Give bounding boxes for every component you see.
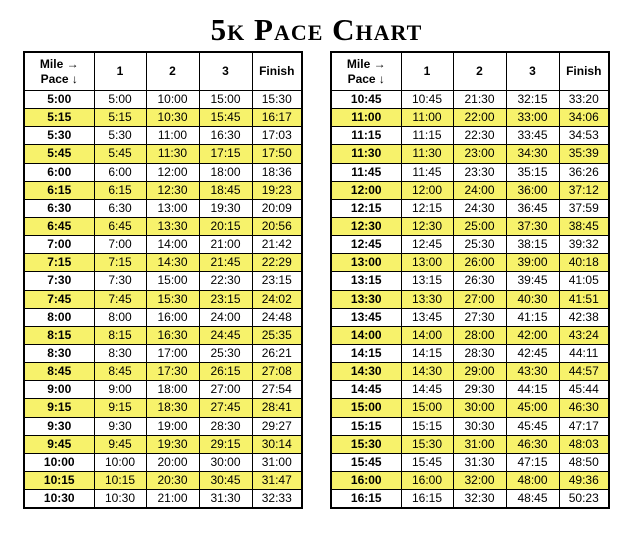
mile-2-cell: 13:00 <box>146 199 199 217</box>
pace-cell: 14:30 <box>331 363 401 381</box>
pace-cell: 10:15 <box>24 471 94 489</box>
pace-cell: 5:45 <box>24 145 94 163</box>
header-mile-2: 2 <box>146 52 199 91</box>
finish-cell: 17:50 <box>252 145 302 163</box>
mile-3-cell: 15:00 <box>199 91 252 109</box>
mile-2-cell: 22:00 <box>453 109 506 127</box>
mile-2-cell: 29:30 <box>453 381 506 399</box>
mile-1-cell: 12:00 <box>401 181 453 199</box>
finish-cell: 37:12 <box>559 181 609 199</box>
mile-3-cell: 42:45 <box>506 344 559 362</box>
table-row <box>24 381 302 399</box>
finish-cell: 20:09 <box>252 199 302 217</box>
mile-3-cell: 24:00 <box>199 308 252 326</box>
mile-2-cell: 27:30 <box>453 308 506 326</box>
mile-2-cell: 30:00 <box>453 399 506 417</box>
finish-cell: 38:45 <box>559 217 609 235</box>
finish-cell: 41:05 <box>559 272 609 290</box>
finish-cell: 33:20 <box>559 91 609 109</box>
mile-3-cell: 30:45 <box>199 471 252 489</box>
pace-cell: 13:00 <box>331 254 401 272</box>
table-row <box>24 217 302 235</box>
pace-table-right <box>330 51 610 509</box>
pace-cell: 8:45 <box>24 363 94 381</box>
mile-2-cell: 21:00 <box>146 490 199 509</box>
mile-2-cell: 26:30 <box>453 272 506 290</box>
finish-cell: 40:18 <box>559 254 609 272</box>
finish-cell: 16:17 <box>252 109 302 127</box>
mile-3-cell: 39:00 <box>506 254 559 272</box>
mile-2-cell: 23:30 <box>453 163 506 181</box>
mile-2-cell: 27:00 <box>453 290 506 308</box>
pace-cell: 6:00 <box>24 163 94 181</box>
mile-1-cell: 5:00 <box>94 91 146 109</box>
mile-1-cell: 7:30 <box>94 272 146 290</box>
table-row <box>331 417 609 435</box>
finish-cell: 24:02 <box>252 290 302 308</box>
mile-3-cell: 21:00 <box>199 236 252 254</box>
mile-1-cell: 6:45 <box>94 217 146 235</box>
pace-cell: 16:15 <box>331 490 401 509</box>
mile-3-cell: 31:30 <box>199 490 252 509</box>
header-mile-label: Mile → <box>346 56 386 71</box>
pace-cell: 13:30 <box>331 290 401 308</box>
pace-cell: 10:45 <box>331 91 401 109</box>
mile-3-cell: 32:15 <box>506 91 559 109</box>
mile-3-cell: 28:30 <box>199 417 252 435</box>
pace-cell: 9:00 <box>24 381 94 399</box>
finish-cell: 50:23 <box>559 490 609 509</box>
table-row <box>24 236 302 254</box>
mile-3-cell: 26:15 <box>199 363 252 381</box>
pace-cell: 6:30 <box>24 199 94 217</box>
finish-cell: 15:30 <box>252 91 302 109</box>
mile-1-cell: 8:45 <box>94 363 146 381</box>
pace-cell: 12:30 <box>331 217 401 235</box>
table-row <box>24 254 302 272</box>
pace-cell: 9:15 <box>24 399 94 417</box>
mile-3-cell: 17:15 <box>199 145 252 163</box>
pace-cell: 8:00 <box>24 308 94 326</box>
finish-cell: 19:23 <box>252 181 302 199</box>
mile-2-cell: 28:00 <box>453 326 506 344</box>
table-row <box>24 91 302 109</box>
table-row <box>24 417 302 435</box>
pace-cell: 8:15 <box>24 326 94 344</box>
table-row <box>24 490 302 509</box>
pace-cell: 16:00 <box>331 471 401 489</box>
mile-3-cell: 48:45 <box>506 490 559 509</box>
table-row <box>331 254 609 272</box>
pace-cell: 7:15 <box>24 254 94 272</box>
mile-2-cell: 20:00 <box>146 453 199 471</box>
finish-cell: 43:24 <box>559 326 609 344</box>
mile-1-cell: 11:45 <box>401 163 453 181</box>
table-row <box>24 145 302 163</box>
header-pace-cell <box>24 52 94 91</box>
finish-cell: 39:32 <box>559 236 609 254</box>
table-row <box>331 127 609 145</box>
finish-cell: 46:30 <box>559 399 609 417</box>
mile-1-cell: 10:30 <box>94 490 146 509</box>
table-row <box>24 308 302 326</box>
mile-3-cell: 40:30 <box>506 290 559 308</box>
pace-cell: 5:30 <box>24 127 94 145</box>
mile-3-cell: 24:45 <box>199 326 252 344</box>
finish-cell: 37:59 <box>559 199 609 217</box>
pace-cell: 5:15 <box>24 109 94 127</box>
pace-cell: 7:00 <box>24 236 94 254</box>
finish-cell: 20:56 <box>252 217 302 235</box>
pace-cell: 14:45 <box>331 381 401 399</box>
mile-2-cell: 12:30 <box>146 181 199 199</box>
table-row <box>24 399 302 417</box>
table-row <box>24 272 302 290</box>
finish-cell: 22:29 <box>252 254 302 272</box>
mile-3-cell: 38:15 <box>506 236 559 254</box>
mile-3-cell: 29:15 <box>199 435 252 453</box>
header-finish: Finish <box>252 52 302 91</box>
mile-3-cell: 18:45 <box>199 181 252 199</box>
mile-1-cell: 12:45 <box>401 236 453 254</box>
mile-1-cell: 6:30 <box>94 199 146 217</box>
mile-2-cell: 14:30 <box>146 254 199 272</box>
pace-cell: 12:45 <box>331 236 401 254</box>
mile-1-cell: 12:15 <box>401 199 453 217</box>
pace-cell: 14:15 <box>331 344 401 362</box>
mile-3-cell: 19:30 <box>199 199 252 217</box>
mile-1-cell: 12:30 <box>401 217 453 235</box>
pace-cell: 7:45 <box>24 290 94 308</box>
finish-cell: 48:50 <box>559 453 609 471</box>
finish-cell: 23:15 <box>252 272 302 290</box>
mile-2-cell: 23:00 <box>453 145 506 163</box>
mile-2-cell: 32:30 <box>453 490 506 509</box>
mile-2-cell: 17:00 <box>146 344 199 362</box>
mile-2-cell: 18:00 <box>146 381 199 399</box>
table-row <box>24 344 302 362</box>
table-row <box>331 471 609 489</box>
mile-1-cell: 8:15 <box>94 326 146 344</box>
mile-1-cell: 14:30 <box>401 363 453 381</box>
mile-1-cell: 9:15 <box>94 399 146 417</box>
pace-cell: 9:45 <box>24 435 94 453</box>
mile-3-cell: 23:15 <box>199 290 252 308</box>
table-row <box>24 435 302 453</box>
mile-3-cell: 45:00 <box>506 399 559 417</box>
mile-1-cell: 15:00 <box>401 399 453 417</box>
table-row <box>331 381 609 399</box>
pace-cell: 10:30 <box>24 490 94 509</box>
mile-2-cell: 19:30 <box>146 435 199 453</box>
mile-2-cell: 21:30 <box>453 91 506 109</box>
table-row <box>24 290 302 308</box>
table-row <box>331 326 609 344</box>
table-row <box>331 399 609 417</box>
mile-1-cell: 8:00 <box>94 308 146 326</box>
mile-1-cell: 9:00 <box>94 381 146 399</box>
pace-cell: 13:45 <box>331 308 401 326</box>
mile-1-cell: 10:00 <box>94 453 146 471</box>
mile-3-cell: 16:30 <box>199 127 252 145</box>
mile-1-cell: 13:00 <box>401 254 453 272</box>
table-row <box>24 109 302 127</box>
mile-2-cell: 12:00 <box>146 163 199 181</box>
mile-2-cell: 29:00 <box>453 363 506 381</box>
table-row <box>331 145 609 163</box>
mile-1-cell: 5:30 <box>94 127 146 145</box>
table-row <box>331 308 609 326</box>
finish-cell: 45:44 <box>559 381 609 399</box>
header-mile-3: 3 <box>199 52 252 91</box>
mile-3-cell: 42:00 <box>506 326 559 344</box>
mile-1-cell: 15:15 <box>401 417 453 435</box>
header-mile-2: 2 <box>453 52 506 91</box>
mile-1-cell: 11:00 <box>401 109 453 127</box>
pace-cell: 7:30 <box>24 272 94 290</box>
table-row <box>331 163 609 181</box>
finish-cell: 27:08 <box>252 363 302 381</box>
finish-cell: 34:53 <box>559 127 609 145</box>
finish-cell: 27:54 <box>252 381 302 399</box>
table-row <box>24 127 302 145</box>
header-pace-label: Pace ↓ <box>40 71 78 86</box>
mile-2-cell: 28:30 <box>453 344 506 362</box>
pace-cell: 11:15 <box>331 127 401 145</box>
mile-3-cell: 30:00 <box>199 453 252 471</box>
mile-3-cell: 48:00 <box>506 471 559 489</box>
mile-1-cell: 14:15 <box>401 344 453 362</box>
finish-cell: 35:39 <box>559 145 609 163</box>
mile-1-cell: 14:45 <box>401 381 453 399</box>
finish-cell: 24:48 <box>252 308 302 326</box>
mile-2-cell: 25:00 <box>453 217 506 235</box>
pace-table-left <box>23 51 303 509</box>
finish-cell: 26:21 <box>252 344 302 362</box>
pace-cell: 6:15 <box>24 181 94 199</box>
finish-cell: 21:42 <box>252 236 302 254</box>
mile-2-cell: 15:30 <box>146 290 199 308</box>
mile-2-cell: 19:00 <box>146 417 199 435</box>
mile-1-cell: 14:00 <box>401 326 453 344</box>
finish-cell: 28:41 <box>252 399 302 417</box>
mile-3-cell: 35:15 <box>506 163 559 181</box>
finish-cell: 36:26 <box>559 163 609 181</box>
mile-3-cell: 27:00 <box>199 381 252 399</box>
mile-3-cell: 20:15 <box>199 217 252 235</box>
pace-cell: 8:30 <box>24 344 94 362</box>
pace-cell: 15:15 <box>331 417 401 435</box>
mile-1-cell: 16:00 <box>401 471 453 489</box>
finish-cell: 41:51 <box>559 290 609 308</box>
table-row <box>24 363 302 381</box>
table-row <box>331 236 609 254</box>
mile-1-cell: 10:45 <box>401 91 453 109</box>
mile-2-cell: 26:00 <box>453 254 506 272</box>
mile-3-cell: 22:30 <box>199 272 252 290</box>
table-row <box>24 199 302 217</box>
mile-2-cell: 16:00 <box>146 308 199 326</box>
mile-1-cell: 9:30 <box>94 417 146 435</box>
finish-cell: 31:00 <box>252 453 302 471</box>
finish-cell: 25:35 <box>252 326 302 344</box>
mile-1-cell: 6:15 <box>94 181 146 199</box>
mile-3-cell: 37:30 <box>506 217 559 235</box>
finish-cell: 18:36 <box>252 163 302 181</box>
pace-cell: 9:30 <box>24 417 94 435</box>
mile-3-cell: 34:30 <box>506 145 559 163</box>
pace-cell: 12:15 <box>331 199 401 217</box>
pace-cell: 14:00 <box>331 326 401 344</box>
header-row <box>24 52 302 91</box>
finish-cell: 29:27 <box>252 417 302 435</box>
mile-1-cell: 8:30 <box>94 344 146 362</box>
pace-cell: 11:30 <box>331 145 401 163</box>
mile-1-cell: 7:00 <box>94 236 146 254</box>
table-row <box>24 326 302 344</box>
finish-cell: 44:57 <box>559 363 609 381</box>
finish-cell: 34:06 <box>559 109 609 127</box>
pace-cell: 12:00 <box>331 181 401 199</box>
mile-3-cell: 36:00 <box>506 181 559 199</box>
mile-3-cell: 43:30 <box>506 363 559 381</box>
page-title: 5k Pace Chart <box>210 12 423 47</box>
table-row <box>24 471 302 489</box>
mile-2-cell: 20:30 <box>146 471 199 489</box>
pace-cell: 10:00 <box>24 453 94 471</box>
finish-cell: 49:36 <box>559 471 609 489</box>
mile-3-cell: 25:30 <box>199 344 252 362</box>
table-row <box>331 272 609 290</box>
mile-1-cell: 10:15 <box>94 471 146 489</box>
header-mile-label: Mile → <box>39 56 79 71</box>
mile-1-cell: 15:45 <box>401 453 453 471</box>
pace-cell: 15:30 <box>331 435 401 453</box>
pace-cell: 11:45 <box>331 163 401 181</box>
mile-1-cell: 9:45 <box>94 435 146 453</box>
mile-2-cell: 31:30 <box>453 453 506 471</box>
table-row <box>331 363 609 381</box>
header-mile-3: 3 <box>506 52 559 91</box>
mile-1-cell: 13:30 <box>401 290 453 308</box>
table-row <box>331 344 609 362</box>
mile-2-cell: 17:30 <box>146 363 199 381</box>
mile-3-cell: 41:15 <box>506 308 559 326</box>
mile-2-cell: 11:00 <box>146 127 199 145</box>
mile-3-cell: 45:45 <box>506 417 559 435</box>
finish-cell: 48:03 <box>559 435 609 453</box>
finish-cell: 32:33 <box>252 490 302 509</box>
pace-cell: 15:45 <box>331 453 401 471</box>
header-mile-1: 1 <box>94 52 146 91</box>
mile-2-cell: 10:30 <box>146 109 199 127</box>
mile-1-cell: 5:45 <box>94 145 146 163</box>
table-row <box>331 91 609 109</box>
pace-cell: 6:45 <box>24 217 94 235</box>
finish-cell: 44:11 <box>559 344 609 362</box>
mile-2-cell: 31:00 <box>453 435 506 453</box>
finish-cell: 17:03 <box>252 127 302 145</box>
finish-cell: 31:47 <box>252 471 302 489</box>
mile-3-cell: 27:45 <box>199 399 252 417</box>
finish-cell: 42:38 <box>559 308 609 326</box>
mile-3-cell: 33:00 <box>506 109 559 127</box>
finish-cell: 47:17 <box>559 417 609 435</box>
table-row <box>331 217 609 235</box>
mile-1-cell: 7:45 <box>94 290 146 308</box>
mile-2-cell: 16:30 <box>146 326 199 344</box>
table-row <box>331 109 609 127</box>
table-row <box>24 163 302 181</box>
mile-1-cell: 15:30 <box>401 435 453 453</box>
mile-3-cell: 18:00 <box>199 163 252 181</box>
table-row <box>331 490 609 509</box>
mile-3-cell: 39:45 <box>506 272 559 290</box>
pace-cell: 11:00 <box>331 109 401 127</box>
mile-2-cell: 18:30 <box>146 399 199 417</box>
header-finish: Finish <box>559 52 609 91</box>
table-row <box>24 181 302 199</box>
header-row <box>331 52 609 91</box>
mile-3-cell: 21:45 <box>199 254 252 272</box>
mile-2-cell: 25:30 <box>453 236 506 254</box>
mile-1-cell: 6:00 <box>94 163 146 181</box>
header-pace-label: Pace ↓ <box>347 71 385 86</box>
mile-2-cell: 10:00 <box>146 91 199 109</box>
mile-1-cell: 13:15 <box>401 272 453 290</box>
pace-cell: 5:00 <box>24 91 94 109</box>
mile-1-cell: 7:15 <box>94 254 146 272</box>
table-row <box>331 290 609 308</box>
mile-1-cell: 11:15 <box>401 127 453 145</box>
mile-2-cell: 24:30 <box>453 199 506 217</box>
finish-cell: 30:14 <box>252 435 302 453</box>
mile-1-cell: 16:15 <box>401 490 453 509</box>
mile-2-cell: 15:00 <box>146 272 199 290</box>
header-pace-cell <box>331 52 401 91</box>
table-row <box>331 453 609 471</box>
mile-2-cell: 32:00 <box>453 471 506 489</box>
mile-1-cell: 11:30 <box>401 145 453 163</box>
mile-3-cell: 46:30 <box>506 435 559 453</box>
mile-2-cell: 13:30 <box>146 217 199 235</box>
header-mile-1: 1 <box>401 52 453 91</box>
table-row <box>331 435 609 453</box>
table-row <box>24 453 302 471</box>
mile-2-cell: 22:30 <box>453 127 506 145</box>
pace-cell: 13:15 <box>331 272 401 290</box>
mile-2-cell: 11:30 <box>146 145 199 163</box>
mile-2-cell: 14:00 <box>146 236 199 254</box>
mile-3-cell: 44:15 <box>506 381 559 399</box>
mile-3-cell: 33:45 <box>506 127 559 145</box>
mile-3-cell: 47:15 <box>506 453 559 471</box>
table-row <box>331 199 609 217</box>
mile-2-cell: 30:30 <box>453 417 506 435</box>
mile-3-cell: 15:45 <box>199 109 252 127</box>
mile-1-cell: 13:45 <box>401 308 453 326</box>
mile-3-cell: 36:45 <box>506 199 559 217</box>
pace-cell: 15:00 <box>331 399 401 417</box>
table-row <box>331 181 609 199</box>
mile-2-cell: 24:00 <box>453 181 506 199</box>
mile-1-cell: 5:15 <box>94 109 146 127</box>
